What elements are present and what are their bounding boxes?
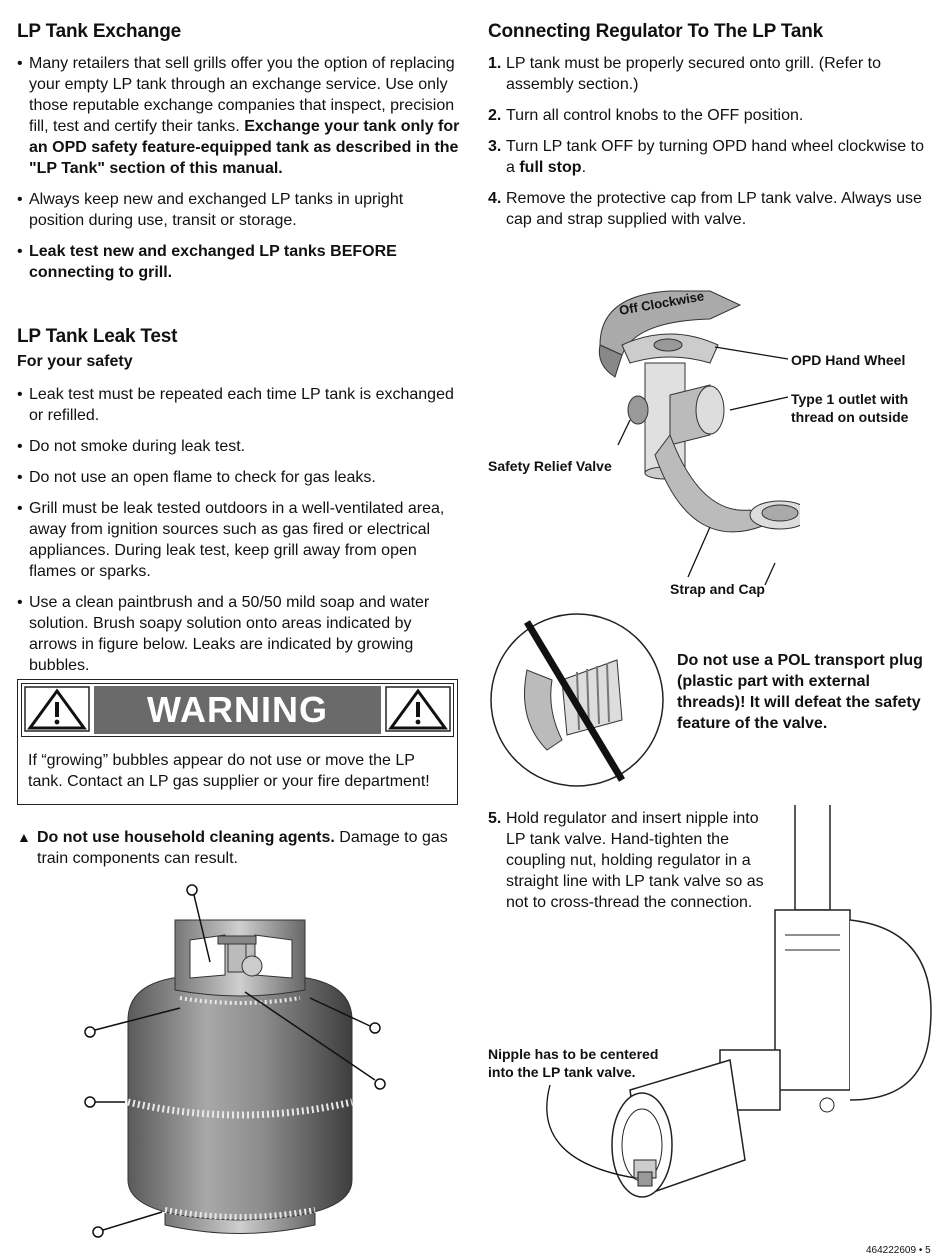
warning-triangle-icon [24, 686, 90, 732]
exchange-bullet-1: • Many retailers that sell grills offer you the option of replacing your empty LP tank through an exchange service. Use only those reputable exchange companies that inspect, precision fill, test and certify their tanks. Exchange your tank only for an OPD safety feature-equipped tank as described in the "LP Tank" section of this manual. [17, 53, 462, 179]
leak-test-bullet-list [17, 384, 462, 686]
leak-bullet-5: • Use a clean paintbrush and a 50/50 mild soap and water solution. Brush soapy solution onto areas indicated by arrows in figure below. Leaks are indicated by growing bubbles. [17, 592, 462, 676]
leak-bullet-1: • Leak test must be repeated each time LP tank is exchanged or refilled. [17, 384, 462, 426]
step-2: 2. Turn all control knobs to the OFF position. [488, 107, 804, 124]
lp-tank-illustration [80, 880, 390, 1250]
step-5-item: 5. Hold regulator and insert nipple into LP tank valve. Hand-tighten the coupling nut, holding regulator in a straight line with LP tank valve so as not to cross-thread the connection. [488, 810, 764, 911]
caution-triangle-icon: ▲ [17, 829, 31, 845]
step-1: 1. LP tank must be properly secured onto grill. (Refer to assembly section.) [488, 55, 881, 93]
warning-heading: WARNING [94, 686, 381, 734]
section-title-lp-tank-exchange: LP Tank Exchange [17, 21, 181, 42]
leak-bullet-3: • Do not use an open flame to check for gas leaks. [17, 467, 462, 488]
pol-plug-prohibited-illustration [487, 610, 667, 790]
step-4: 4. Remove the protective cap from LP tank valve. Always use cap and strap supplied with valve. [488, 190, 922, 228]
pol-plug-warning-note: Do not use a POL transport plug (plastic part with external threads)! It will defeat the safety feature of the valve. [677, 652, 923, 732]
off-clockwise-arrow-text: Off Clockwise [617, 288, 706, 318]
warning-header [21, 683, 454, 737]
warning-text: If “growing” bubbles appear do not use or move the LP tank. Contact an LP gas supplier or your fire department! [28, 752, 430, 790]
section-title-leak-test: LP Tank Leak Test [17, 326, 178, 347]
exchange-bullet-3: • Leak test new and exchanged LP tanks BEFORE connecting to grill. [17, 241, 462, 283]
label-type1-outlet: Type 1 outlet with thread on outside [791, 391, 909, 425]
opd-valve-illustration [560, 285, 800, 585]
page-footer: 464222609 • 5 [866, 1245, 931, 1256]
warning-triangle-icon-right [385, 686, 451, 732]
label-nipple-centered: Nipple has to be centered into the LP tank valve. [488, 1046, 659, 1080]
label-safety-relief-valve: Safety Relief Valve [488, 458, 612, 474]
label-strap-and-cap: Strap and Cap [670, 581, 765, 597]
leak-bullet-4: • Grill must be leak tested outdoors in a well-ventilated area, away from ignition sources such as gas fired or electrical appliances. During leak test, keep grill away from open flames or sparks. [17, 498, 462, 582]
step-3: 3. Turn LP tank OFF by turning OPD hand wheel clockwise to a full stop. [488, 138, 924, 176]
exchange-bullet-2: • Always keep new and exchanged LP tanks in upright position during use, transit or storage. [17, 189, 462, 231]
caution-note: ▲ Do not use household cleaning agents. Damage to gas train components can result. [17, 829, 448, 867]
section-subtitle-safety: For your safety [17, 353, 133, 370]
label-opd-hand-wheel: OPD Hand Wheel [791, 352, 906, 368]
regulator-connection-illustration [530, 800, 940, 1250]
regulator-steps [488, 53, 928, 240]
warning-box [17, 679, 458, 805]
section-title-connecting-regulator: Connecting Regulator To The LP Tank [488, 21, 824, 42]
exchange-bullet-list [17, 53, 462, 293]
leak-bullet-2: • Do not smoke during leak test. [17, 436, 462, 457]
